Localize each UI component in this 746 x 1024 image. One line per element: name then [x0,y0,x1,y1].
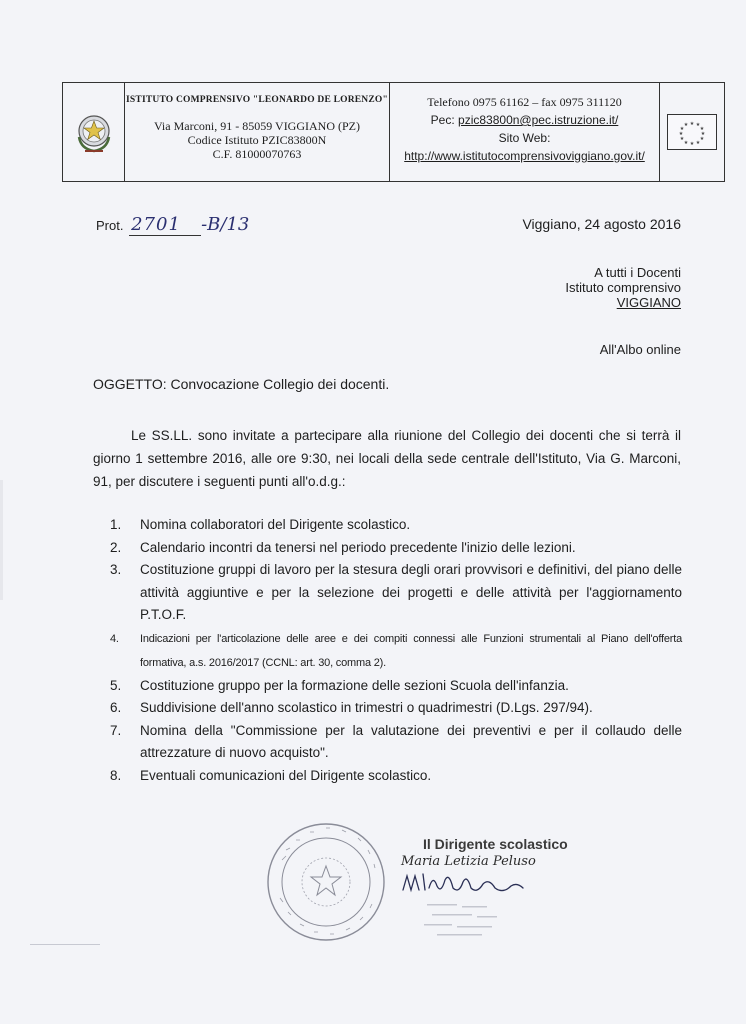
list-text: Calendario incontri da tenersi nel periodo precedente l'inizio delle lezioni. [140,539,576,555]
svg-text:★: ★ [679,136,685,142]
list-number: 8. [110,767,122,783]
pec-link[interactable]: pzic83800n@pec.istruzione.it/ [458,113,619,127]
eu-flag-icon [667,114,717,150]
list-number: 7. [110,722,122,738]
list-item [110,675,682,698]
list-text: Costituzione gruppi di lavoro per la stesura degli orari provvisori e definitivi, del piano delle attività aggiuntive e per la selezione dei progetti e delle attività per l'aggiornamento P.T.O.F. [140,562,682,622]
list-text: Suddivisione dell'anno scolastico in trimestri o quadrimestri (D.Lgs. 297/94). [140,700,593,715]
list-number: 3. [110,562,122,577]
svg-text:★: ★ [700,131,706,137]
italian-republic-emblem-icon [71,107,117,157]
list-text: Costituzione gruppo per la formazione delle sezioni Scuola dell'infanzia. [140,677,569,693]
school-stamp-icon [262,820,390,944]
eu-flag-cell [660,83,724,181]
list-number: 4. [110,632,119,645]
list-item [110,559,682,627]
scan-edge-mark [0,480,3,600]
scan-line-mark [30,944,100,945]
recipient-line-3: VIGGIANO [616,295,681,310]
website-link[interactable]: http://www.istitutocomprensivoviggiano.gov.it/ [404,149,645,163]
subject-line: OGGETTO: Convocazione Collegio dei docenti. [93,376,390,392]
handwritten-signature-icon [393,864,543,898]
school-info [125,83,390,181]
list-item [110,537,682,560]
emblem-cell [63,83,125,181]
protocol-suffix: -B/13 [201,214,250,235]
pec-line [390,111,659,129]
list-text: Nomina della "Commissione per la valutazione dei preventivi e per il collaudo delle attrezzature di nuovo acquisto". [140,722,682,760]
school-code: Codice Istituto PZIC83800N [187,133,327,147]
list-item [110,720,682,765]
school-name: ISTITUTO COMPRENSIVO "LEONARDO DE LORENZO" [126,95,388,105]
signature-name: Maria Letizia Peluso [401,854,536,869]
list-text: Indicazioni per l'articolazione delle aree e dei compiti connessi alle Funzioni strumentali al Piano dell'offerta formativa, a.s. 2016/2017 (CCNL: art. 30, comma 2). [140,632,682,669]
recipients [565,265,681,310]
svg-text:★: ★ [695,122,701,128]
school-tax-code: C.F. 81000070763 [212,147,302,161]
protocol-line [96,214,249,236]
faded-print-mark-icon [422,900,512,940]
svg-text:★: ★ [683,122,689,128]
school-address: Via Marconi, 91 - 85059 VIGGIANO (PZ) [153,119,361,133]
signature-role: Il Dirigente scolastico [423,836,568,852]
list-text: Nomina collaboratori del Dirigente scolastico. [140,517,411,532]
svg-text:★: ★ [699,126,705,132]
svg-text:★: ★ [695,140,701,146]
agenda-list [110,514,682,787]
phone-fax: Telefono 0975 61162 – fax 0975 311120 [427,95,622,109]
list-item [110,765,682,788]
recipient-line-2: Istituto comprensivo [565,280,681,295]
list-number: 5. [110,677,122,693]
list-item [110,514,682,537]
list-item [110,697,682,720]
svg-text:★: ★ [689,121,695,127]
pec-label: Pec: [430,113,459,127]
albo-online: All'Albo online [599,342,681,357]
list-text: Eventuali comunicazioni del Dirigente scolastico. [140,767,432,783]
svg-text:★: ★ [699,136,705,142]
svg-text:★: ★ [689,141,695,147]
place-date: Viggiano, 24 agosto 2016 [522,216,681,232]
list-number: 6. [110,700,122,715]
letterhead [62,82,725,182]
list-item [110,627,682,675]
recipient-line-1: A tutti i Docenti [594,265,681,280]
web-line [390,147,659,165]
list-number: 1. [110,517,122,532]
protocol-label: Prot. [96,218,124,233]
body-paragraph: Le SS.LL. sono invitate a partecipare alla riunione del Collegio dei docenti che si terrà il giorno 1 settembre 2016, alle ore 9:30, nei locali della sede centrale dell'Istituto, Via G. Marconi, 91, per discutere i seguenti punti all'o.d.g.: [93,428,681,489]
protocol-number: 2701 [129,214,201,236]
list-number: 2. [110,539,122,555]
svg-text:★: ★ [679,126,685,132]
web-label: Sito Web: [498,131,551,145]
svg-text:★: ★ [683,140,689,146]
contact-info [390,83,660,181]
svg-text:★: ★ [678,131,684,137]
